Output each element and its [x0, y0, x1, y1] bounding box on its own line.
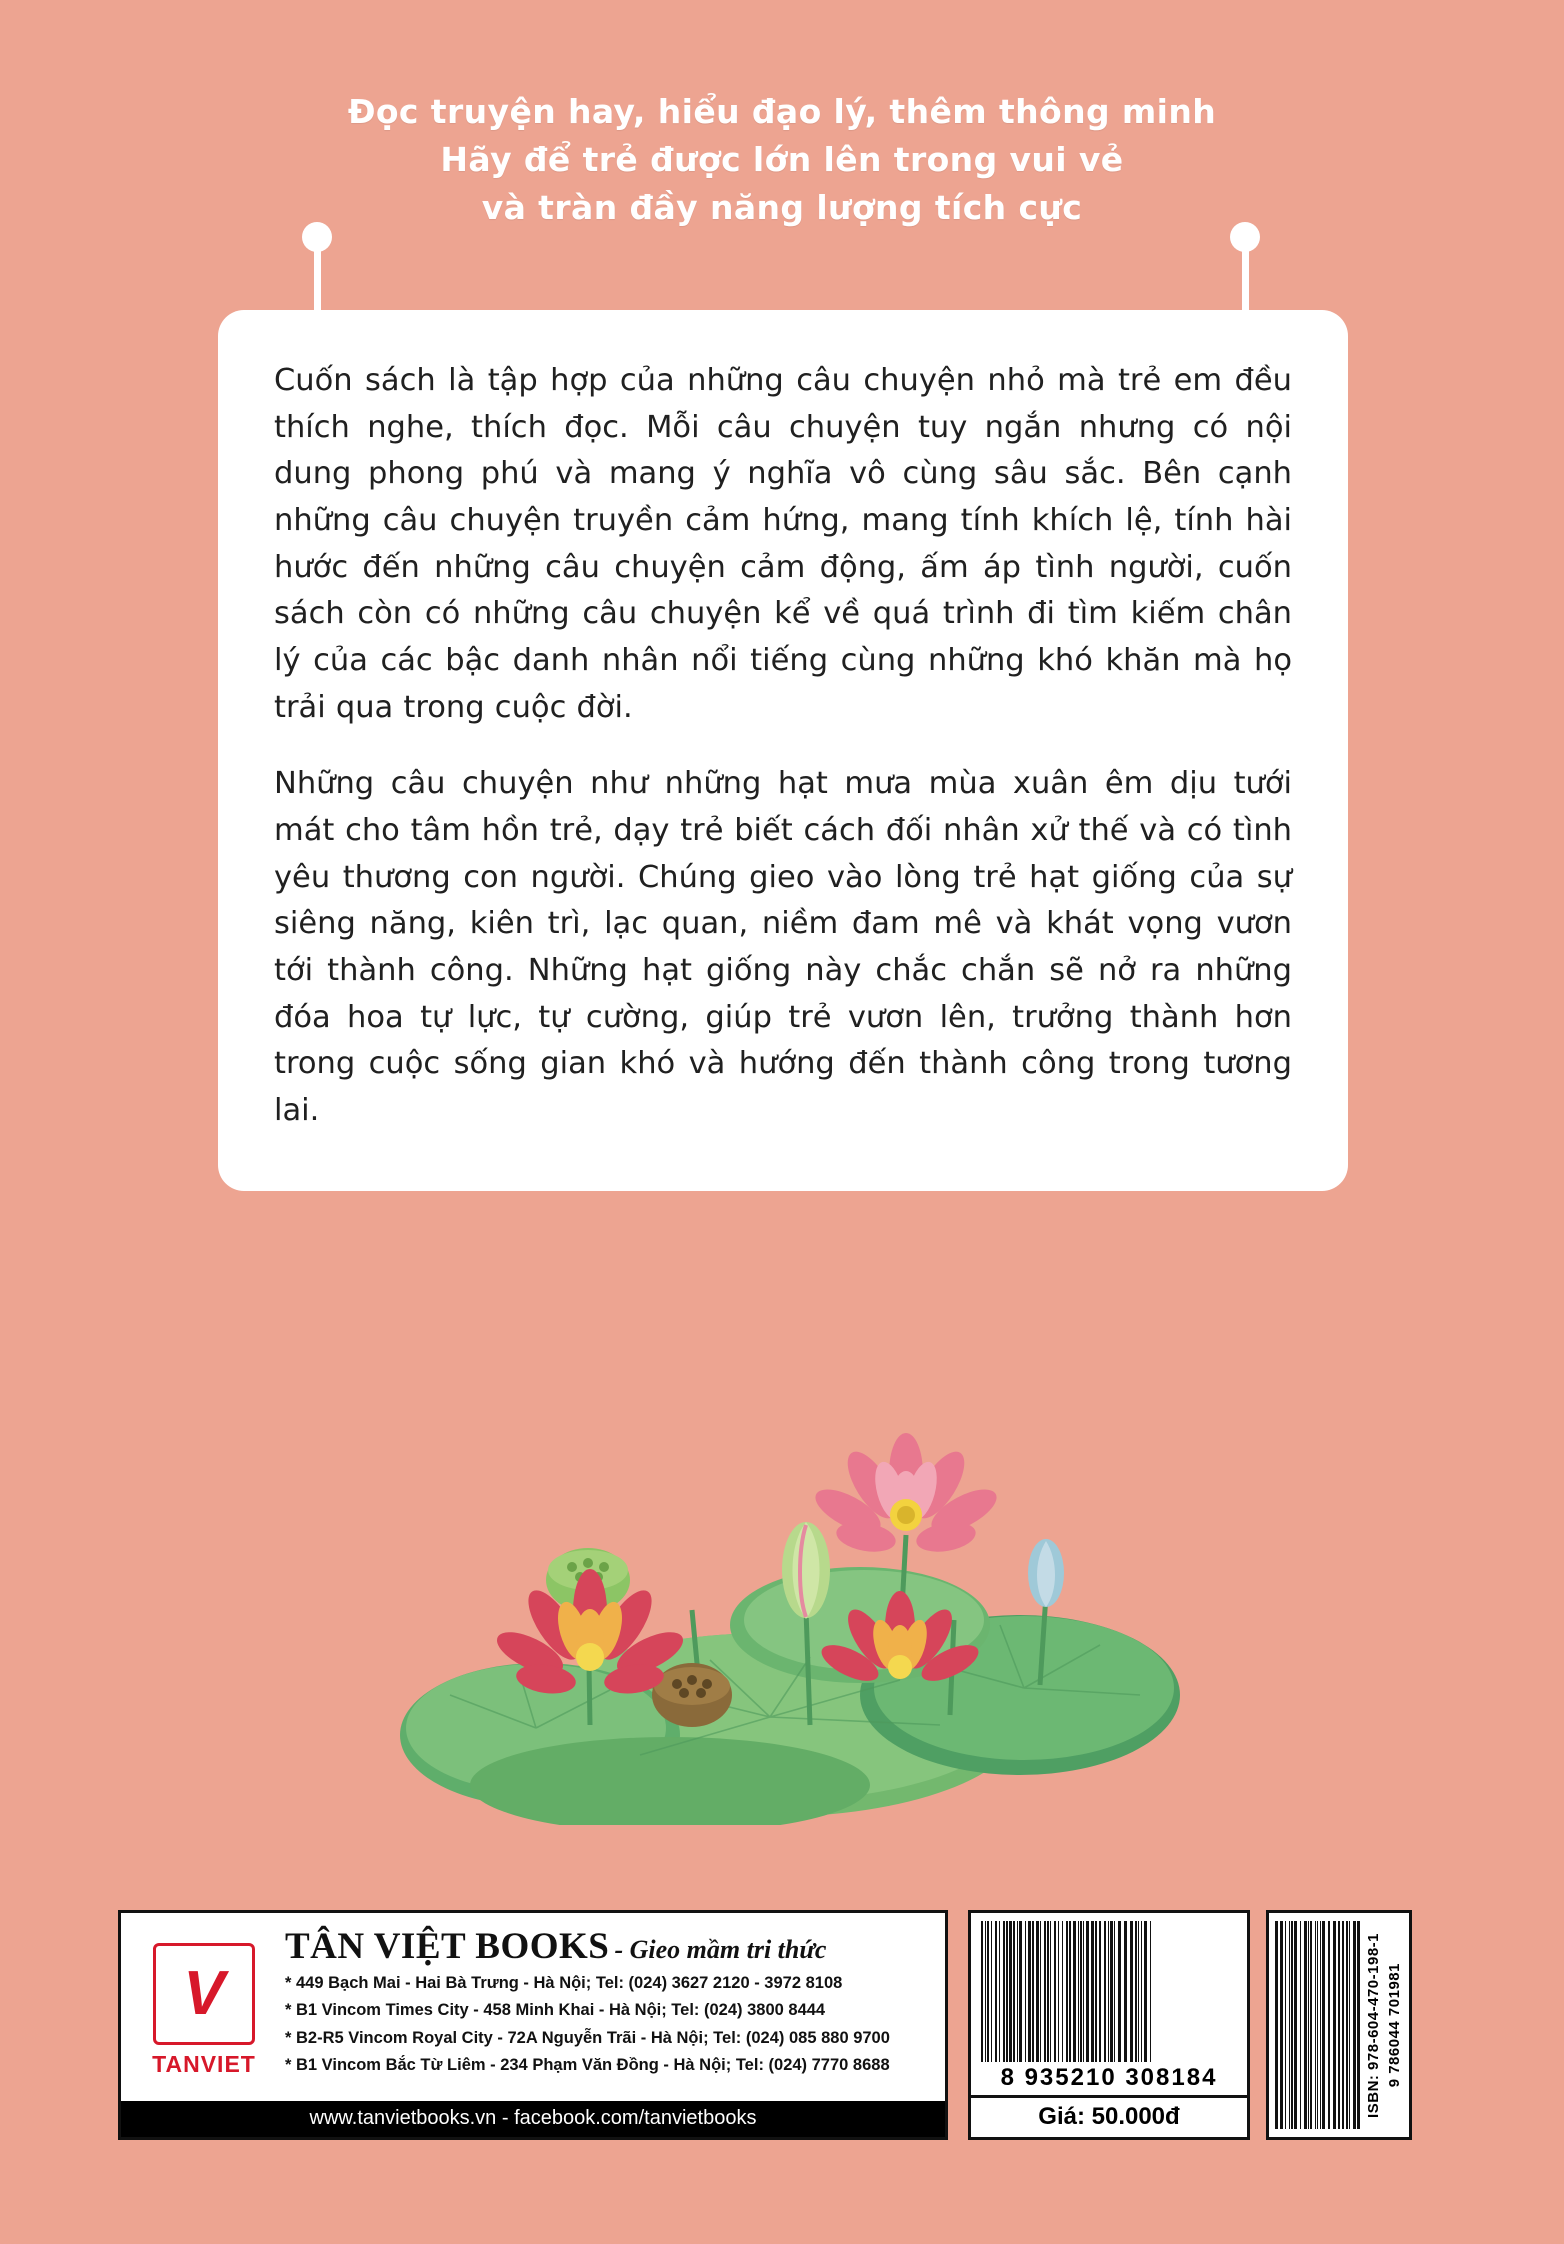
- publisher-block: [118, 1910, 948, 2140]
- pin-right-icon: [1230, 222, 1260, 252]
- isbn-barcode-block: [1266, 1910, 1412, 2140]
- publisher-address-4: * B1 Vincom Bắc Từ Liêm - 234 Phạm Văn Đồng - Hà Nội; Tel: (024) 7770 8688: [285, 2056, 890, 2075]
- isbn-bottom-number: 9 786044 701981: [1386, 1962, 1403, 2088]
- logo-wordmark: TANVIET: [152, 2050, 256, 2077]
- isbn-barcode-bars: [1275, 1921, 1361, 2129]
- publisher-logo: [129, 1923, 279, 2097]
- ean-barcode-number: 8 935210 308184: [1000, 2064, 1218, 2091]
- lotus-illustration: [340, 1395, 1180, 1825]
- pin-left-icon: [302, 222, 332, 252]
- publisher-slogan: - Gieo mầm tri thức: [614, 1935, 827, 1964]
- publisher-name: TÂN VIỆT BOOKS: [285, 1926, 610, 1967]
- tagline-block: [0, 88, 1564, 232]
- price-label: Giá: 50.000đ: [971, 2095, 1247, 2137]
- publisher-address-2: * B1 Vincom Times City - 458 Minh Khai - Hà Nội; Tel: (024) 3800 8444: [285, 2001, 826, 2020]
- publisher-website[interactable]: www.tanvietbooks.vn - facebook.com/tanvietbooks: [121, 2101, 945, 2137]
- publisher-address-1: * 449 Bạch Mai - Hai Bà Trưng - Hà Nội; Tel: (024) 3627 2120 - 3972 8108: [285, 1974, 843, 1992]
- isbn-label: ISBN: 978-604-470-198-1: [1365, 1932, 1382, 2118]
- tanviet-logo-icon: V: [153, 1943, 255, 2045]
- blurb-card: [218, 310, 1348, 1191]
- publisher-name-row: [285, 1925, 937, 1968]
- blurb-paragraph-1: Cuốn sách là tập hợp của những câu chuyện nhỏ mà trẻ em đều thích nghe, thích đọc. Mỗi câu chuyện tuy ngắn nhưng có nội dung phong phú và mang ý nghĩa vô cùng sâu sắc. Bên cạnh những câu chuyện truyền cảm hứng, mang tính khích lệ, tính hài hước đến những câu chuyện cảm động, ấm áp tình người, cuốn sách còn có những câu chuyện kể về quá trình đi tìm kiếm chân lý của các bậc danh nhân nổi tiếng cùng những khó khăn mà họ trải qua trong cuộc đời.: [274, 363, 1292, 725]
- blurb-paragraph-2: Những câu chuyện như những hạt mưa mùa xuân êm dịu tưới mát cho tâm hồn trẻ, dạy trẻ biết cách đối nhân xử thế và có tình yêu thương con người. Chúng gieo vào lòng trẻ hạt giống của sự siêng năng, kiên trì, lạc quan, niềm đam mê và khát vọng vươn tới thành công. Những hạt giống này chắc chắn sẽ nở ra những đóa hoa tự lực, tự cường, giúp trẻ vươn lên, trưởng thành hơn trong cuộc sống gian khó và hướng đến thành công trong tương lai.: [274, 766, 1292, 1128]
- blurb-card-wrapper: [218, 310, 1348, 1191]
- ean-barcode-block: [968, 1910, 1250, 2140]
- ean-barcode-bars: [981, 1921, 1237, 2062]
- footer: [118, 1910, 1448, 2140]
- tagline-line-2: Hãy để trẻ được lớn lên trong vui vẻ: [440, 139, 1124, 179]
- tagline-line-3: và tràn đầy năng lượng tích cực: [481, 187, 1083, 227]
- tagline-line-1: Đọc truyện hay, hiểu đạo lý, thêm thông minh: [347, 92, 1217, 131]
- publisher-address-3: * B2-R5 Vincom Royal City - 72A Nguyễn Trãi - Hà Nội; Tel: (024) 085 880 9700: [285, 2028, 890, 2047]
